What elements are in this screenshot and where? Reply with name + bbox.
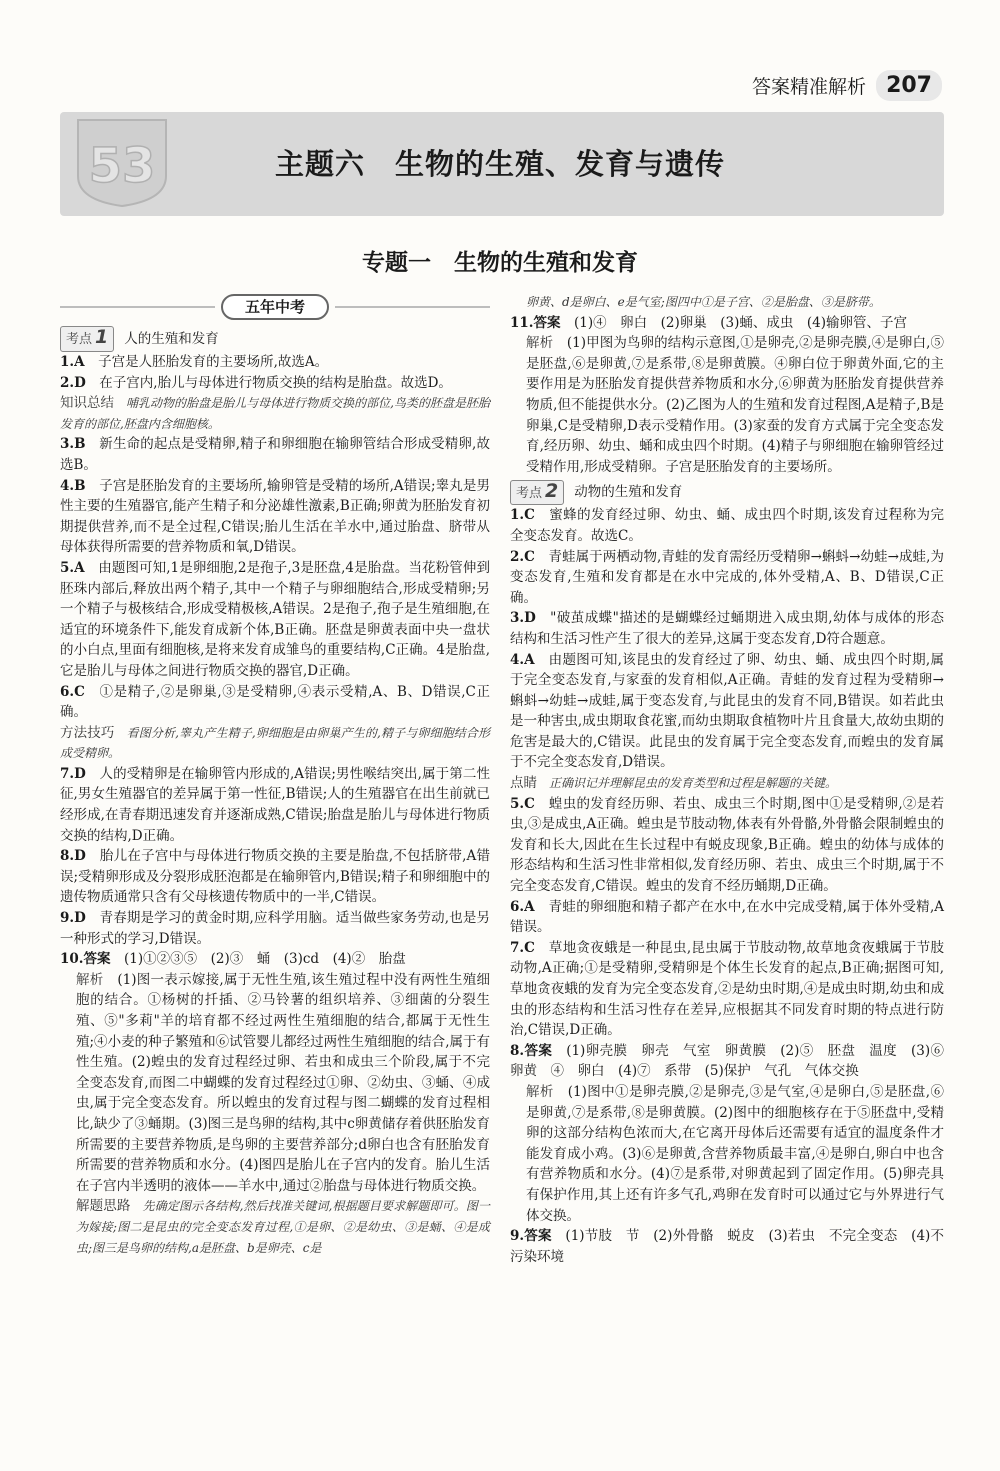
answer-text: (1)图一表示嫁接,属于无性生殖,该生殖过程中没有两性生殖细胞的结合。①杨树的扦插、②马铃薯的组织培养、③细菌的分裂生殖、⑤"多莉"羊的培育都不经过两性生殖细胞的结合,都属于无性生殖;④小麦的种子繁殖和⑥试管婴儿都经过两性生殖细胞的结合,属于有性生殖。(2)蝗虫的发育过程经过卵、若虫和成虫三个阶段,属于不完全变态发育,而图二中蝴蝶的发育过程经过①卵、②幼虫、③蛹、④成虫,属于完全变态发育。所以蝗虫的发育过程与图二蝴蝶的发育过程相比,缺少了③蛹期。(3)图三是鸟卵的结构,其中c卵黄储存着供胚胎发育所需要的主要营养物质,是鸟卵的主要营养部分;d卵白也含有胚胎发育所需要的营养物质和水分。(4)图四是胎儿在子宫内的发育。胎儿生活在子宫内半透明的液体——羊水中,通过②胎盘与母体进行物质交换。: [76, 971, 490, 1194]
answer-number: 5.A: [60, 559, 85, 576]
answer-text: (1)节肢 节 (2)外骨骼 蜕皮 (3)若虫 不完全变态 (4)不污染环境: [510, 1228, 945, 1265]
answer-text: 人的受精卵是在输卵管内形成的,A错误;男性喉结突出,属于第二性征,男女生殖器官的差异属于第一性征,B错误;人的生殖器官在出生前就已经形成,在青春期迅速发育并逐渐成熟,C错误;胎盘是胎儿与母体进行物质交换的结构,D正确。: [60, 765, 490, 844]
answer-item: [60, 682, 490, 723]
answer-item: [510, 773, 944, 794]
answer-text: (1)①②③⑤ (2)③ 蛹 (3)cd (4)② 胎盘: [110, 951, 406, 968]
answer-number: 9.答案: [510, 1228, 552, 1245]
answer-text: 在子宫内,胎儿与母体进行物质交换的结构是胎盘。故选D。: [85, 374, 452, 391]
answer-text: (1)图中①是卵壳膜,②是卵壳,③是气室,④是卵白,⑤是胚盘,⑥是卵黄,⑦是系带,⑧是卵黄膜。(2)图中的细胞核存在于⑤胚盘中,受精卵的这部分结构色浓而大,在它离开母体后还需要有适宜的温度条件才能发育成小鸡。(3)⑥是卵黄,含营养物质最丰富,④是卵白,卵白中也含有营养物质和水分。(4)⑦是系带,对卵黄起到了固定作用。(5)卵壳具有保护作用,其上还有许多气孔,鸡卵在发育时可以通过它与外界进行气体交换。: [526, 1083, 944, 1224]
answer-number: 3.B: [60, 436, 86, 453]
answer-number: 4.B: [60, 477, 86, 494]
answer-item: [60, 908, 490, 949]
answer-item: [60, 373, 490, 394]
right-answer-list-a: [510, 292, 944, 477]
answer-number: 5.C: [510, 795, 535, 812]
answer-tag: 知识总结: [60, 395, 115, 412]
answer-number: 1.C: [510, 507, 535, 524]
answer-item: [60, 476, 490, 558]
answer-item: [60, 1196, 490, 1258]
answer-number: 6.C: [60, 683, 85, 700]
answer-text: 蜜蜂的发育经过卵、幼虫、蛹、成虫四个时期,该发育过程称为完全变态发育。故选C。: [510, 507, 944, 544]
answer-text: 卵黄、d是卵白、e是气室;图四中①是子宫、②是胎盘、③是脐带。: [526, 295, 881, 309]
answer-item: [510, 505, 944, 546]
answer-text: "破茧成蝶"描述的是蝴蝶经过蛹期进入成虫期,幼体与成体的形态结构和生活习性产生了很大的差异,这属于变态发育,D符合题意。: [510, 610, 944, 647]
answer-text: 蝗虫的发育经历卵、若虫、成虫三个时期,图中①是受精卵,②是若虫,③是成虫,A正确。蝗虫是节肢动物,体表有外骨骼,外骨骼会限制蝗虫的发育和长大,因此在生长过程中有蜕皮现象,B正确。蝗虫的幼体与成体的形态结构和生活习性非常相似,发育经历卵、若虫、成虫三个时期,属于不完全变态发育,C错误。蝗虫的发育不经历蛹期,D正确。: [510, 795, 944, 895]
answer-item: [510, 292, 944, 313]
answer-item: [60, 949, 490, 970]
answer-tag: 解题思路: [76, 1198, 131, 1215]
answer-item: [510, 1041, 958, 1082]
page-header: [752, 70, 942, 101]
answer-number: 2.D: [60, 374, 86, 391]
answer-text: 胎儿在子宫中与母体进行物质交换的主要是胎盘,不包括脐带,A错误;受精卵形成及分裂形成胚泡都是在输卵管内,B错误;精子和卵细胞中的遗传物质通常只含有父母核遗传物质中的一半,C错误。: [60, 848, 490, 906]
answer-text: ①是精子,②是卵巢,③是受精卵,④表示受精,A、B、D错误,C正确。: [60, 683, 490, 721]
answer-text: 青蛙属于两栖动物,青蛙的发育需经历受精卵→蝌蚪→幼蛙→成蛙,为变态发育,生殖和发育都是在水中完成的,体外受精,A、B、D错误,C正确。: [510, 548, 944, 606]
answer-item: [60, 846, 490, 908]
right-answer-list-b: [510, 505, 958, 1267]
answer-item: [510, 313, 944, 334]
answer-item: [510, 794, 944, 897]
answer-number: 8.D: [60, 848, 86, 865]
answer-item: [60, 764, 490, 846]
answer-number: 1.A: [60, 354, 85, 370]
answer-item: [60, 352, 490, 373]
answer-item: [510, 938, 944, 1041]
answer-text: 看图分析,睾丸产生精子,卵细胞是由卵巢产生的,精子与卵细胞结合形成受精卵。: [60, 725, 491, 761]
answer-tag: 解析: [76, 971, 104, 988]
answer-text: 由题图可知,该昆虫的发育经过了卵、幼虫、蛹、成虫四个时期,属于完全变态发育,与家蚕的发育相似,A正确。青蛙的发育过程为受精卵→蝌蚪→幼蛙→成蛙,属于变态发育,与此昆虫的发育不同,B错误。如若此虫是一种害虫,成虫期取食花蜜,而幼虫期取食植物叶片且食量大,故幼虫期的危害是最大的,C错误。此昆虫的发育属于完全变态发育,而蝗虫的发育属于不完全变态发育,D错误。: [510, 651, 944, 771]
theme-title: 主题六 生物的生殖、发育与遗传: [274, 147, 725, 181]
answer-text: (1)④ 卵白 (2)卵巢 (3)蛹、成虫 (4)输卵管、子宫: [560, 314, 907, 331]
answer-item: [510, 650, 944, 774]
answer-text: 青蛙的卵细胞和精子都产在水中,在水中完成受精,属于体外受精,A错误。: [510, 898, 944, 936]
answer-tag: 点睛: [510, 775, 537, 792]
answer-number: 8.答案: [510, 1042, 553, 1059]
answer-number: 7.D: [60, 765, 86, 782]
answer-number: 7.C: [510, 939, 535, 956]
answer-item: [510, 897, 944, 938]
answer-number: 2.C: [510, 548, 535, 565]
section-divider: [60, 292, 490, 322]
kaodian-header-2: 考点 2 动物的生殖和发育: [510, 481, 944, 503]
answer-item: [60, 970, 490, 1197]
answer-text: (1)卵壳膜 卵壳 气室 卵黄膜 (2)⑤ 胚盘 温度 (3)⑥ 卵黄 ④ 卵白 (4)⑦ 系带 (5)保护 气孔 气体交换: [510, 1042, 958, 1080]
answer-text: 子宫是胚胎发育的主要场所,输卵管是受精的场所,A错误;睾丸是男性主要的生殖器官,能产生精子和分泌雄性激素,B正确;卵黄为胚胎发育初期提供营养,而不是全过程,C错误;胎儿生活在羊水中,通过胎盘、脐带从母体获得所需要的营养物质和氧,D错误。: [60, 477, 490, 556]
answer-tag: 解析: [526, 1083, 554, 1100]
answer-item: [510, 547, 944, 609]
answer-item: [60, 393, 490, 434]
answer-text: 正确识记并理解昆虫的发育类型和过程是解题的关键。: [537, 776, 838, 791]
answer-text: 草地贪夜蛾是一种昆虫,昆虫属于节肢动物,故草地贪夜蛾属于节肢动物,A正确;①是受精卵,受精卵是个体生长发育的起点,B正确;据图可知,草地贪夜蛾的发育为完全变态发育,②是幼虫时期,④是成虫时期,幼虫和成虫的形态结构和生活习性存在差异,应根据其不同发育时期的特点进行防治,C错误,D正确。: [510, 939, 944, 1039]
answer-text: 由题图可知,1是卵细胞,2是孢子,3是胚盘,4是胎盘。当花粉管伸到胚珠内部后,释放出两个精子,其中一个精子与卵细胞结合,形成受精卵;另一个精子与极核结合,形成受精极核,A错误。2是孢子,孢子是生殖细胞,在适宜的环境条件下,能发育成新个体,B正确。胚盘是卵黄表面中央一盘状的小白点,里面有细胞核,是将来发育成雏鸟的重要结构,C正确。4是胎盘,它是胎儿与母体之间进行物质交换的器官,D正确。: [60, 559, 490, 679]
answer-text: 新生命的起点是受精卵,精子和卵细胞在输卵管结合形成受精卵,故选B。: [60, 436, 490, 473]
answer-number: 11.答案: [510, 314, 561, 331]
topic-title: 专题一 生物的生殖和发育: [362, 250, 638, 276]
answer-item: [510, 1082, 944, 1226]
answer-number: 3.D: [510, 610, 536, 627]
answer-item: [510, 1226, 944, 1267]
answer-tag: 解析: [526, 335, 554, 352]
kaodian-header-1: 考点 1 人的生殖和发育: [60, 328, 490, 350]
page-number: 207: [876, 70, 942, 101]
answer-number: 6.A: [510, 898, 535, 915]
answer-text: 子宫是人胚胎发育的主要场所,故选A。: [84, 354, 329, 370]
section-label: 五年中考: [221, 294, 329, 321]
answer-item: [60, 723, 490, 764]
answer-number: 9.D: [60, 910, 86, 927]
answer-tag: 方法技巧: [60, 724, 115, 741]
answer-text: 哺乳动物的胎盘是胎儿与母体进行物质交换的部位,鸟类的胚盘是胚胎发育的部位,胚盘内含细胞核。: [60, 396, 491, 431]
svg-text:53: 53: [88, 138, 156, 194]
answer-item: [510, 333, 944, 477]
answer-text: (1)甲图为鸟卵的结构示意图,①是卵壳,②是卵壳膜,④是卵白,⑤是胚盘,⑥是卵黄,⑦是系带,⑧是卵黄膜。④卵白位于卵黄外面,它的主要作用是为胚胎发育提供营养物质和水分,⑥卵黄为胚胎发育提供营养物质,但不能提供水分。(2)乙图为人的生殖和发育过程图,A是精子,B是卵巢,C是受精卵,D表示受精作用。(3)家蚕的发育方式属于完全变态发育,经历卵、幼虫、蛹和成虫四个时期。(4)精子与卵细胞在输卵管经过受精作用,形成受精卵。子宫是胚胎发育的主要场所。: [526, 335, 944, 475]
answer-item: [510, 608, 944, 649]
answer-item: [60, 558, 490, 682]
left-column: [60, 292, 490, 1258]
answer-text: 青春期是学习的黄金时期,应科学用脑。适当做些家务劳动,也是另一种形式的学习,D错误。: [60, 910, 490, 947]
answer-text: 先确定图示各结构,然后找准关键词,根据题目要求解题即可。图一为嫁接;图二是昆虫的完全变态发育过程,①是卵、②是幼虫、③是蛹、④是成虫;图三是鸟卵的结构,a是胚盘、b是卵壳、c是: [76, 1199, 490, 1255]
answer-item: [60, 434, 490, 475]
answer-number: 4.A: [510, 651, 535, 668]
header-title: 答案精准解析: [752, 76, 867, 98]
right-column: [510, 292, 958, 1267]
answer-number: 10.答案: [60, 951, 111, 968]
left-answer-list: [60, 352, 490, 1258]
